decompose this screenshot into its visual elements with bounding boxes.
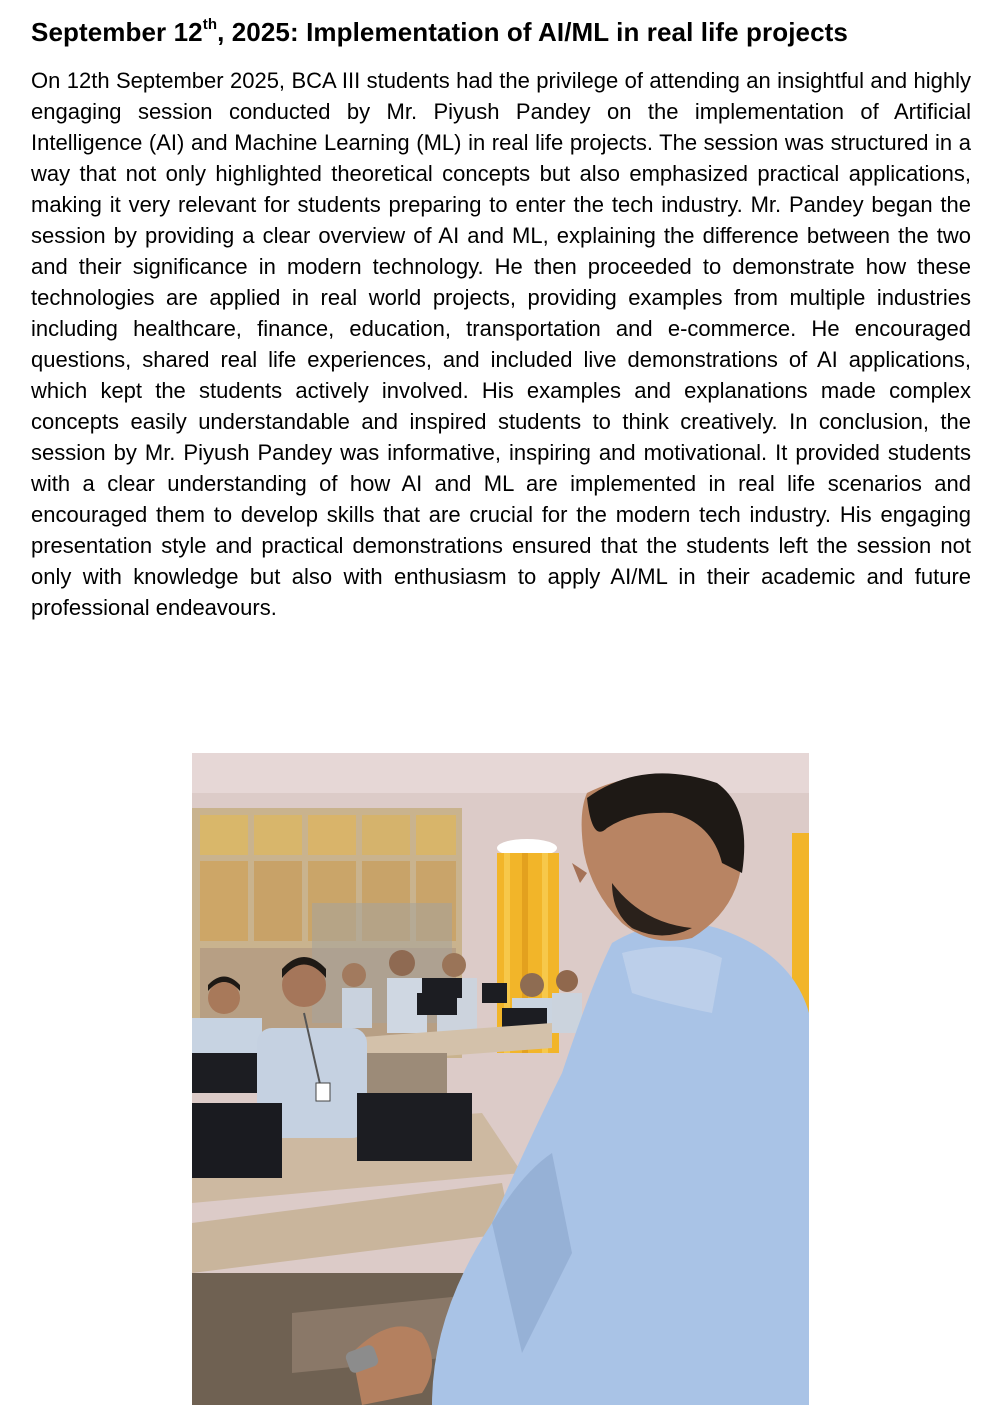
session-photo-illustration bbox=[192, 753, 809, 1405]
title-ordinal-suffix: th bbox=[202, 16, 218, 34]
page-title bbox=[31, 0, 971, 49]
document-page bbox=[31, 0, 971, 623]
article-body: On 12th September 2025, BCA III students had the privilege of attending an insightful and highly engaging session conducted by Mr. Piyush Pandey on the implementation of Artificial Intelligence (AI) and Machine Learning (ML) in real life projects. The session was structured in a way that not only highlighted theoretical concepts but also emphasized practical applications, making it very relevant for students preparing to enter the tech industry. Mr. Pandey began the session by providing a clear overview of AI and ML, explaining the difference between the two and their significance in modern technology. He then proceeded to demonstrate how these technologies are applied in real world projects, providing examples from multiple industries including healthcare, finance, education, transportation and e-commerce. He encouraged questions, shared real life experiences, and included live demonstrations of AI applications, which kept the students actively involved. His examples and explanations made complex concepts easily understandable and inspired students to think creatively. In conclusion, the session by Mr. Piyush Pandey was informative, inspiring and motivational. It provided students with a clear understanding of how AI and ML are implemented in real life scenarios and encouraged them to develop skills that are crucial for the modern tech industry. His engaging presentation style and practical demonstrations ensured that the students left the session not only with knowledge but also with enthusiasm to apply AI/ML in their academic and future professional endeavours. bbox=[31, 68, 971, 620]
session-photo bbox=[192, 753, 809, 1405]
title-date-prefix: September 12 bbox=[31, 17, 203, 47]
title-remainder: , 2025: Implementation of AI/ML in real life projects bbox=[217, 17, 848, 47]
